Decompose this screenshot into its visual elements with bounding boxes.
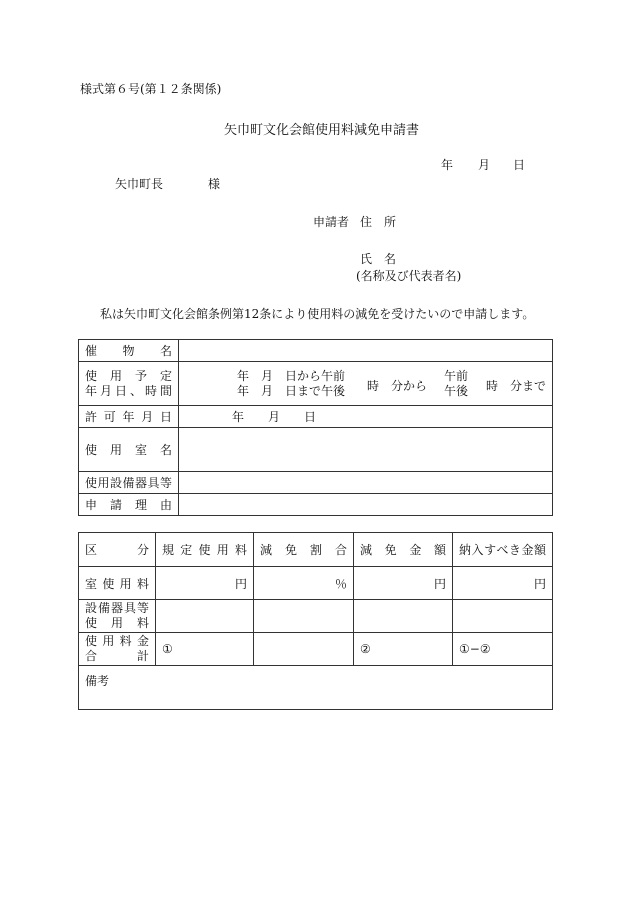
total-fee-label [79,633,156,666]
header-reduction-rate: 減 免 割 合 [254,533,354,567]
schedule-to-line: 年 月 日まで午後 [237,384,346,398]
equipment-fee-label-line2: 使 用 料 [85,616,149,630]
permit-date-field[interactable]: 年 月 日 [179,406,553,428]
total-standard[interactable]: ① [156,633,254,666]
permit-date-label: 許可年月日 [79,406,179,428]
total-due[interactable]: ①−② [453,633,553,666]
header-category: 区 分 [79,533,156,567]
room-fee-reduction[interactable]: 円 [354,567,453,600]
total-fee-label-line1: 使用料金 [85,634,149,648]
schedule-label-line2: 年月日、時間 [85,383,172,398]
schedule-from-line: 年 月 日から午前 [237,369,346,383]
schedule-field[interactable] [179,362,553,406]
total-reduction[interactable]: ② [354,633,453,666]
date-month: 月 [478,158,491,172]
equipment-fee-label-line1: 設備器具等 [85,601,149,615]
ampm-pm: 午後 [444,384,469,398]
schedule-label-line1: 使 用 予 定 [85,368,172,383]
remarks-field[interactable] [79,666,553,710]
header-standard-fee: 規定使用料 [156,533,254,567]
equipment-field[interactable] [179,472,553,494]
addressee-honorific: 様 [208,177,221,191]
total-fee-label-line2: 合 計 [85,649,149,663]
room-name-label: 使 用 室 名 [79,428,179,472]
ampm-am: 午前 [444,369,469,383]
event-name-label: 催 物 名 [79,340,179,362]
remarks-label: 備考 [85,674,110,688]
date-day: 日 [513,158,526,172]
equipment-fee-rate[interactable] [254,600,354,633]
room-fee-rate[interactable]: ％ [254,567,354,600]
equipment-fee-reduction[interactable] [354,600,453,633]
schedule-dates [237,369,345,399]
time-from: 時 分から [367,379,428,393]
reason-label: 申 請 理 由 [79,494,179,516]
event-name-field[interactable] [179,340,553,362]
ampm-column [444,369,468,399]
usage-table [78,339,553,516]
total-rate[interactable] [254,633,354,666]
document-title: 矢巾町文化会館使用料減免申請書 [224,123,420,138]
room-name-field[interactable] [179,428,553,472]
application-statement: 私は矢巾町文化会館条例第12条により使用料の減免を受けたいので申請します。 [100,307,535,321]
date-year: 年 [441,158,454,172]
header-reduction-amount: 減 免 金 額 [354,533,453,567]
name-label: 氏 名 [360,252,397,266]
time-to: 時 分まで [486,379,547,393]
room-fee-standard[interactable]: 円 [156,567,254,600]
schedule-label [79,362,179,406]
equipment-fee-standard[interactable] [156,600,254,633]
room-fee-label: 室使用料 [79,567,156,600]
equipment-fee-due[interactable] [453,600,553,633]
form-number: 様式第６号(第１２条関係) [80,82,222,96]
equipment-label: 使用設備器具等 [79,472,179,494]
address-label: 住 所 [360,215,397,229]
applicant-label: 申請者 [313,215,350,229]
fee-table [78,532,553,710]
reason-field[interactable] [179,494,553,516]
name-note: (名称及び代表者名) [356,269,462,283]
addressee-name: 矢巾町長 [115,177,164,191]
header-amount-due: 納入すべき金額 [453,533,553,567]
equipment-fee-label [79,600,156,633]
room-fee-due[interactable]: 円 [453,567,553,600]
